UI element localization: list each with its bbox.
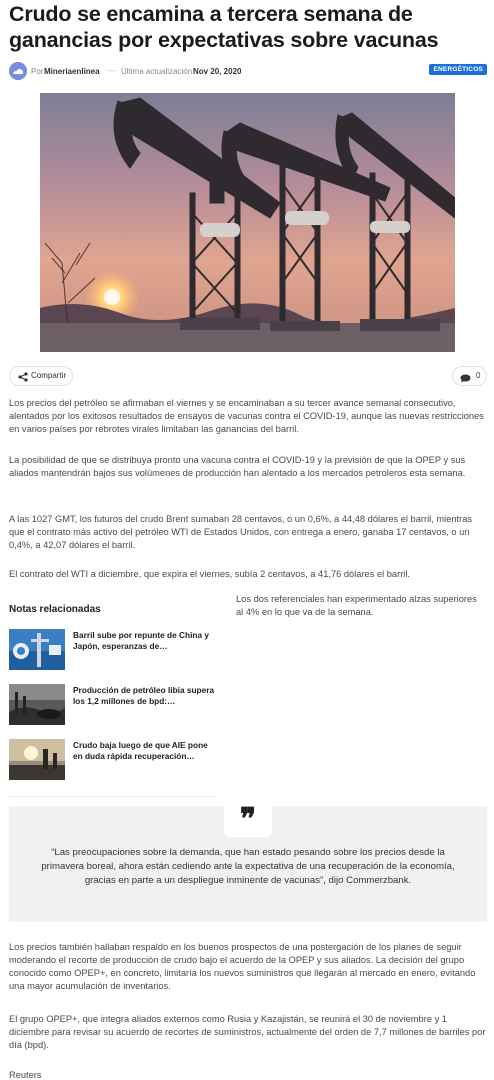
publish-date: Nov 20, 2020: [193, 67, 242, 76]
paragraph-7: El grupo OPEP+, que integra aliados externos como Rusia y Kazajistán, se reunirá el 30 de noviembre y 1 diciembre para revisar su acuerdo de recortes de suministros, actualmente del orden de 7,7 millones de barriles por día (bpd).: [9, 1014, 486, 1050]
share-button[interactable]: [9, 366, 73, 386]
comments-button[interactable]: [452, 366, 487, 386]
related-item[interactable]: [9, 739, 215, 781]
paragraph-6: Los precios también hallaban respaldo en los buenos prospectos de una postergación de los planes de seguir moderando el recorte de producción de crudo bajo el acuerdo de la OPEP y sus aliados. La decisión del grupo conocido como OPEP+, en concreto, limitaría los nuevos suministros que llegarán al mercado en enero, evitando una mayor acumulación de inventarios.: [9, 942, 476, 991]
paragraph-2: La posibilidad de que se distribuya pronto una vacuna contra el COVID-19 y la previsión de que la OPEP y sus aliados mantendrán bajos sus volúmenes de producción han alentado a los mercados petroleros esta semana.: [9, 455, 466, 478]
blockquote: [9, 802, 487, 922]
share-row: [9, 366, 487, 386]
paragraph-3: A las 1027 GMT, los futuros del crudo Brent sumaban 28 centavos, o un 0,6%, a 44,48 dólares el barril, mientras que el contrato más activo del petróleo WTI de Estados Unidos, con entrega a enero, ganaba 17 centavos, o un 0,4%, a 42,07 dólares el barril.: [9, 514, 473, 550]
quote-icon: [224, 803, 272, 837]
author-link[interactable]: Mineriaenlinea: [44, 67, 100, 76]
quote-text: “Las preocupaciones sobre la demanda, que han estado pesando sobre los precios desde la primavera boreal, ahora están cediendo ante la expectativa de una recuperación de la economía, gracias en parte a un despliegue inminente de vacunas”, dijo Commerzbank.: [41, 847, 455, 886]
share-label: Compartir: [31, 371, 67, 380]
share-icon: [18, 371, 28, 389]
category-badge[interactable]: ENERGÉTICOS: [429, 64, 487, 75]
related-title[interactable]: Barril sube por repunte de China y Japón, esperanzas de…: [73, 630, 210, 651]
quote-mark: ❞: [239, 802, 257, 837]
related-divider: [9, 796, 215, 797]
article-meta: [9, 61, 487, 83]
paragraph-4: El contrato del WTI a diciembre, que expira el viernes, subía 2 centavos, a 41,76 dólares el barril.: [9, 569, 411, 579]
by-label: Por: [31, 67, 44, 76]
paragraph-1: Los precios del petróleo se afirmaban el viernes y se encaminaban a su tercer avance semanal consecutivo, alentados por los exitosos resultados de ensayos de vacunas contra el COVID-19, aunque las nuevas restricciones en varios países por rebrotes virales limitaban las ganancias del barril.: [9, 398, 484, 434]
related-item[interactable]: [9, 629, 215, 671]
author-avatar[interactable]: [9, 62, 27, 80]
updated-label: Última actualización: [121, 67, 193, 76]
related-heading: Notas relacionadas: [9, 604, 101, 615]
related-title[interactable]: Producción de petróleo libia supera los 1,2 millones de bpd:…: [73, 685, 215, 706]
related-thumbnail[interactable]: [9, 739, 65, 780]
meta-separator: —: [107, 66, 115, 75]
related-thumbnail[interactable]: [9, 629, 65, 670]
article-title: Crudo se encamina a tercera semana de ganancias por expectativas sobre vacunas: [9, 2, 439, 52]
comment-icon: [460, 372, 471, 390]
hero-image: [40, 93, 455, 352]
comment-count: 0: [476, 371, 481, 380]
paragraph-5: Los dos referenciales han experimentado alzas superiores al 4% en lo que va de la semana.: [236, 594, 477, 617]
related-title[interactable]: Crudo baja luego de que AIE pone en duda rápida recuperación…: [73, 740, 208, 761]
related-item[interactable]: [9, 684, 215, 726]
related-thumbnail[interactable]: [9, 684, 65, 725]
article-source: Reuters: [9, 1070, 42, 1080]
